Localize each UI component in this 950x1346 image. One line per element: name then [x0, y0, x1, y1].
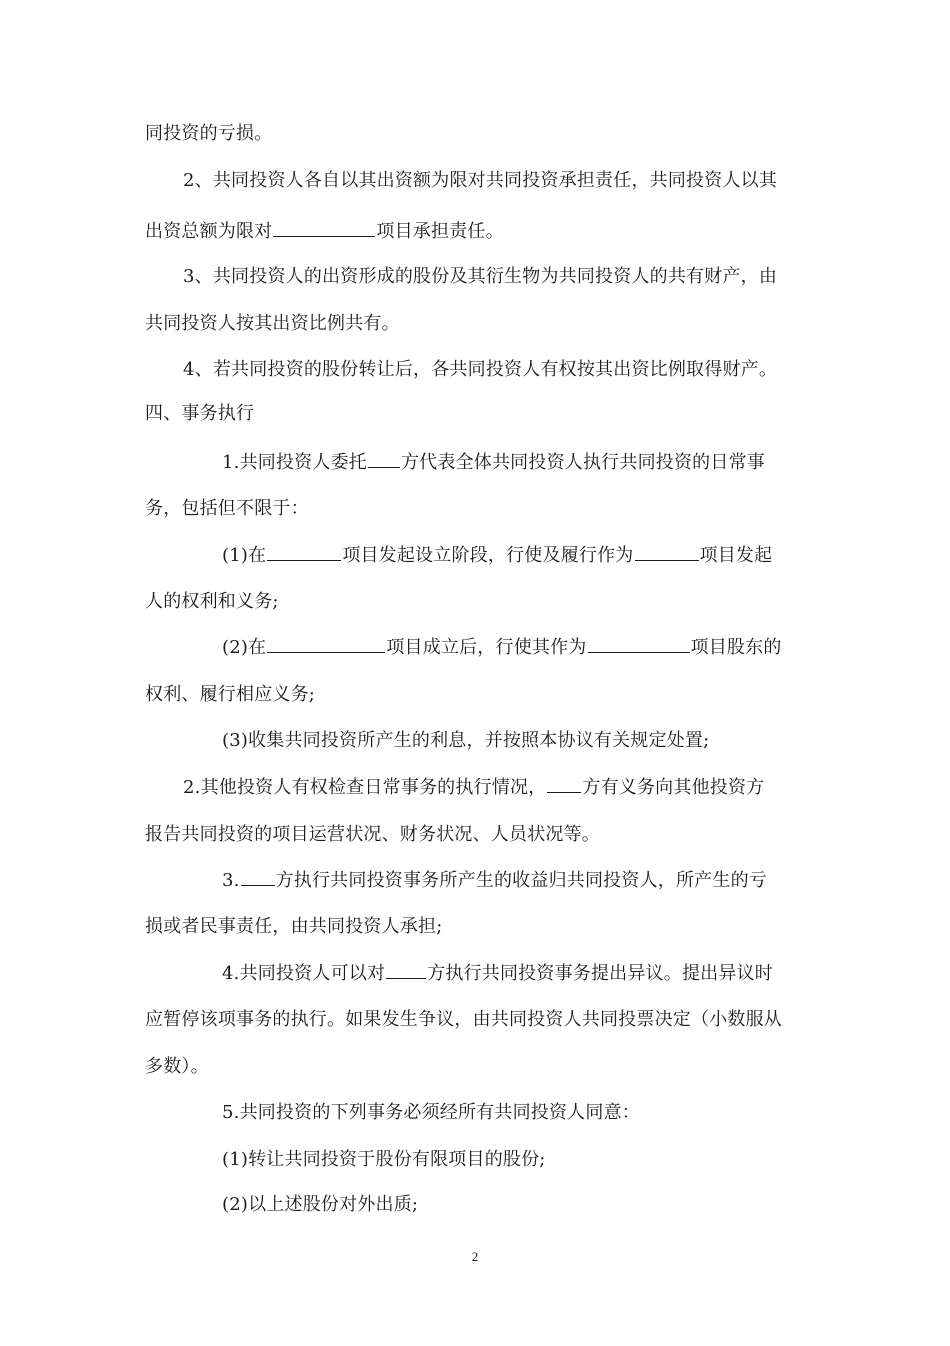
text-line-with-blank: [183, 774, 764, 800]
text-segment: 4.共同投资人可以对: [222, 963, 386, 984]
text-line: 多数）。: [145, 1056, 209, 1077]
text-segment: 方有义务向其他投资方: [582, 777, 765, 798]
text-line: 4、若共同投资的股份转让后，各共同投资人有权按其出资比例取得财产。: [183, 359, 778, 380]
text-segment: 方代表全体共同投资人执行共同投资的日常事: [400, 452, 765, 473]
text-segment: 项目股东的: [690, 637, 782, 658]
text-segment: 2.其他投资人有权检查日常事务的执行情况，: [183, 777, 547, 798]
text-line: 共同投资人按其出资比例共有。: [145, 313, 400, 334]
text-line: (2)以上述股份对外出质;: [222, 1194, 419, 1215]
text-segment: 项目承担责任。: [376, 221, 504, 242]
fill-in-blank: [386, 960, 426, 979]
text-line: 人的权利和义务;: [145, 591, 279, 612]
text-segment: 1.共同投资人委托: [222, 452, 367, 473]
text-line-with-blank: [222, 542, 772, 568]
text-segment: 方执行共同投资事务提出异议。提出异议时: [427, 963, 773, 984]
text-line: 同投资的亏损。: [145, 123, 273, 144]
text-line-with-blank: [145, 218, 504, 244]
text-line-with-blank: [222, 960, 773, 986]
section-heading: 四、事务执行: [145, 403, 255, 424]
text-line: 2、共同投资人各自以其出资额为限对共同投资承担责任，共同投资人以其: [183, 170, 778, 191]
text-line: 损或者民事责任，由共同投资人承担;: [145, 916, 443, 937]
fill-in-blank: [635, 542, 699, 561]
fill-in-blank: [547, 774, 581, 793]
text-line: 报告共同投资的项目运营状况、财务状况、人员状况等。: [145, 824, 600, 845]
text-line: (1)转让共同投资于股份有限项目的股份;: [222, 1149, 546, 1170]
text-line: 权利、履行相应义务;: [145, 684, 316, 705]
fill-in-blank: [588, 634, 690, 653]
text-segment: 出资总额为限对: [145, 221, 273, 242]
fill-in-blank: [241, 867, 275, 886]
text-line: (3)收集共同投资所产生的利息，并按照本协议有关规定处置;: [222, 730, 710, 751]
text-line: 应暂停该项事务的执行。如果发生争议，由共同投资人共同投票决定（小数服从: [145, 1009, 782, 1030]
fill-in-blank: [368, 449, 400, 468]
fill-in-blank: [273, 218, 375, 237]
text-segment: (2)在: [222, 637, 267, 658]
text-line: 务，包括但不限于：: [145, 498, 309, 519]
text-segment: 项目发起: [699, 545, 773, 566]
text-line-with-blank: [222, 634, 782, 660]
text-segment: 方执行共同投资事务所产生的收益归共同投资人，所产生的亏: [275, 870, 767, 891]
page-number: 2: [471, 1249, 479, 1264]
text-line: 3、共同投资人的出资形成的股份及其衍生物为共同投资人的共有财产，由: [183, 266, 778, 287]
text-line: 5.共同投资的下列事务必须经所有共同投资人同意：: [222, 1102, 640, 1123]
text-segment: 项目成立后，行使其作为: [386, 637, 587, 658]
text-segment: 项目发起设立阶段，行使及履行作为: [342, 545, 634, 566]
text-line-with-blank: [222, 867, 767, 893]
fill-in-blank: [267, 634, 385, 653]
text-segment: (1)在: [222, 545, 267, 566]
text-segment: 3.: [222, 870, 240, 891]
text-line-with-blank: [222, 449, 765, 475]
fill-in-blank: [267, 542, 341, 561]
